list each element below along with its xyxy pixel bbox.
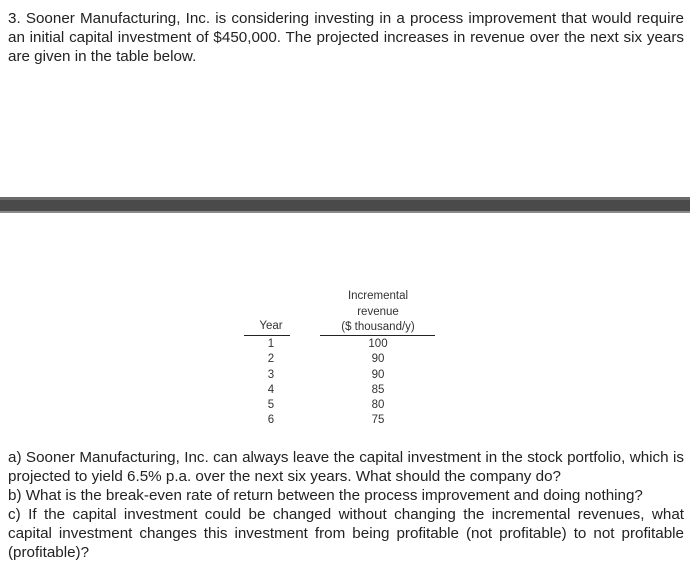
year-cell: 3	[267, 368, 275, 381]
year-cell: 1	[267, 338, 275, 350]
column-header-revenue-line: revenue	[357, 305, 399, 318]
revenue-cell: 90	[371, 368, 385, 381]
problem-intro: 3. Sooner Manufacturing, Inc. is considering investing in a process improvement that would require an initial capital investment of $450,000. The projected increases in revenue over the next six years are given in the table below.	[8, 10, 684, 65]
questions-block	[8, 448, 684, 562]
section-divider-bar	[0, 197, 690, 213]
header-rule-year	[244, 335, 290, 336]
year-cell: 5	[267, 399, 275, 412]
question-b: b) What is the break-even rate of return between the process improvement and doing nothing?	[8, 487, 643, 504]
column-header-revenue-line: Incremental	[347, 290, 409, 302]
year-cell: 4	[267, 383, 275, 396]
table-row	[244, 353, 444, 368]
table-row	[244, 414, 444, 429]
question-a: a) Sooner Manufacturing, Inc. can always leave the capital investment in the stock portfolio, which is projected to yield 6.5% p.a. over the next six years. What should the company do?	[8, 449, 684, 485]
table-body	[244, 338, 444, 430]
year-cell: 2	[267, 353, 275, 366]
column-header-revenue	[318, 289, 438, 336]
revenue-cell: 75	[371, 414, 385, 427]
revenue-cell: 90	[371, 353, 385, 366]
table-row	[244, 384, 444, 399]
table-row	[244, 369, 444, 384]
revenue-cell: 85	[371, 383, 385, 396]
table-row	[244, 338, 444, 353]
year-cell: 6	[267, 414, 275, 427]
revenue-cell: 80	[371, 399, 385, 412]
question-c: c) If the capital investment could be changed without changing the incremental revenues, what capital investment changes this investment from being profitable (not profitable) to not profitable (profitable)?	[8, 506, 684, 561]
column-header-year: Year	[259, 320, 283, 332]
table-row	[244, 399, 444, 414]
header-rule-revenue	[320, 335, 435, 336]
column-header-revenue-line: ($ thousand/y)	[341, 321, 415, 333]
revenue-cell: 100	[368, 338, 388, 350]
